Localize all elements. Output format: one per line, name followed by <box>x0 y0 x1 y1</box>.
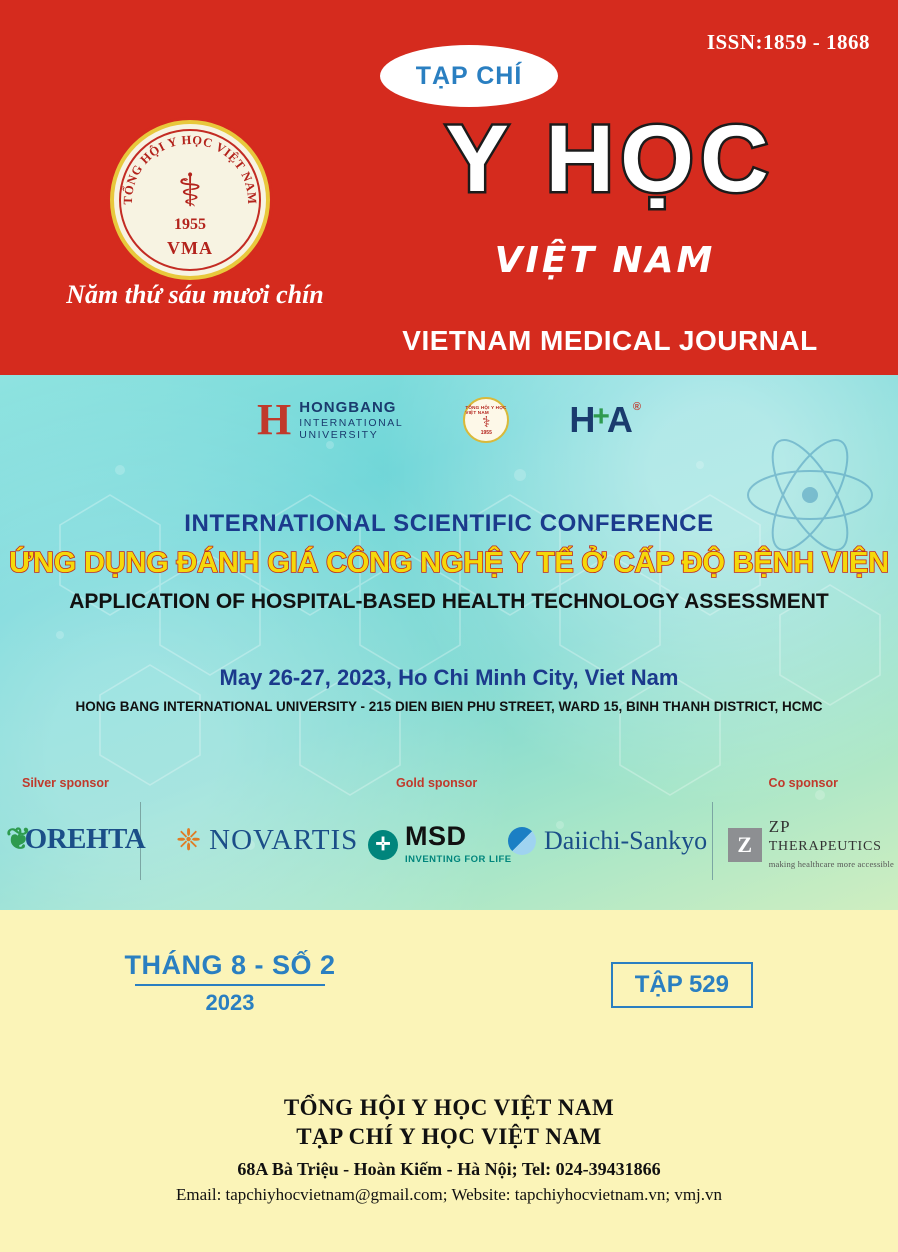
asclepius-icon: ⚕ <box>177 163 203 218</box>
journal-title-english: VIETNAM MEDICAL JOURNAL <box>402 325 818 356</box>
hta-letter-h: H <box>569 399 596 440</box>
publisher-contact: Email: tapchiyhocvietnam@gmail.com; Website: tapchiyhocvietnam.vn; vmj.vn <box>175 1185 723 1204</box>
svg-text:TỔNG HỘI Y HỌC VIỆT NAM: TỔNG HỘI Y HỌC VIỆT NAM <box>120 132 260 205</box>
hta-plus-icon: + <box>592 400 610 433</box>
conference-venue: HONG BANG INTERNATIONAL UNIVERSITY - 215 DIEN BIEN PHU STREET, WARD 15, BINH THANH DISTRICT, HCMC <box>75 699 823 714</box>
asclepius-small-icon: ⚕ <box>482 413 491 431</box>
issn-text: ISSN:1859 - 1868 <box>706 30 870 54</box>
sponsors-section <box>0 776 898 896</box>
vma-logo <box>110 120 270 280</box>
tapchi-label: TẠP CHÍ <box>415 61 523 90</box>
sponsor-logo-orehta <box>6 822 145 857</box>
co-sponsor-label: Co sponsor <box>768 776 838 790</box>
hongbang-name: HONGBANG <box>299 399 397 417</box>
sponsor-logo-zp-therapeutics <box>728 818 894 872</box>
novartis-name: NOVARTIS <box>209 824 359 856</box>
masthead <box>0 0 898 375</box>
zp-mark-icon: Z <box>728 828 762 862</box>
silver-sponsor-label: Silver sponsor <box>22 776 109 790</box>
daiichi-mark-icon <box>508 827 536 855</box>
logo-year: 1955 <box>174 216 206 233</box>
msd-mark-icon: ✛ <box>368 830 398 860</box>
zp-name-line1: ZP <box>768 817 791 836</box>
novartis-mark-icon: ❈ <box>176 823 202 857</box>
vma-small-year: 1955 <box>480 429 492 436</box>
conference-title: INTERNATIONAL SCIENTIFIC CONFERENCE <box>184 510 714 537</box>
sponsor-logo-msd <box>368 822 512 867</box>
publisher-address: 68A Bà Triệu - Hoàn Kiếm - Hà Nội; Tel: 024-39431866 <box>237 1159 661 1179</box>
gold-sponsor-label: Gold sponsor <box>396 776 478 790</box>
msd-tagline: INVENTING FOR LIFE <box>405 854 512 866</box>
journal-title-main: Y HỌC <box>445 106 775 212</box>
hongbang-logo <box>257 395 404 445</box>
publisher-block <box>0 1095 898 1205</box>
hongbang-mark-icon: H <box>257 395 292 445</box>
organizer-logos <box>0 397 898 443</box>
zp-tagline: making healthcare more accessible <box>768 859 894 870</box>
hta-letter-a: A <box>606 399 633 440</box>
journal-name: TẠP CHÍ Y HỌC VIỆT NAM <box>296 1124 602 1149</box>
daiichi-name: Daiichi-Sankyo <box>544 826 708 855</box>
registered-icon: ® <box>632 401 641 413</box>
issue-month: THÁNG 8 - SỐ 2 <box>124 950 336 980</box>
logo-abbr: VMA <box>167 238 213 258</box>
hta-logo <box>569 399 641 440</box>
msd-name: MSD <box>405 821 467 851</box>
vma-logo-small <box>463 397 509 443</box>
tapchi-badge <box>380 45 558 107</box>
orehta-name: OREHTA <box>24 823 146 855</box>
zp-name-line2: THERAPEUTICS <box>768 838 882 854</box>
vma-small-ring-text: TỔNG HỘI Y HỌC VIỆT NAM <box>465 404 507 415</box>
publisher-name: TỔNG HỘI Y HỌC VIỆT NAM <box>283 1095 615 1120</box>
conference-banner <box>0 375 898 910</box>
leaf-icon: ❦ <box>6 823 31 856</box>
footer-area <box>0 910 898 1252</box>
journal-title-script: VIỆT NAM <box>494 240 716 281</box>
issue-underline <box>135 984 325 986</box>
sponsor-logo-novartis <box>176 824 358 857</box>
hongbang-line2: INTERNATIONAL <box>299 416 404 429</box>
conference-title-english: APPLICATION OF HOSPITAL-BASED HEALTH TECHNOLOGY ASSESSMENT <box>69 590 829 613</box>
conference-title-vietnamese: ỨNG DỤNG ĐÁNH GIÁ CÔNG NGHỆ Y TẾ Ở CẤP ĐỘ BỆNH VIỆN <box>9 547 889 579</box>
sponsor-logo-daiichi-sankyo <box>508 826 707 856</box>
volume-badge: TẬP 529 <box>611 962 753 1008</box>
issue-year: 2023 <box>205 990 255 1015</box>
hongbang-line3: UNIVERSITY <box>299 428 379 441</box>
conference-date-location: May 26-27, 2023, Ho Chi Minh City, Viet Nam <box>219 665 679 690</box>
volume-year-label: Năm thứ sáu mươi chín <box>66 280 324 309</box>
